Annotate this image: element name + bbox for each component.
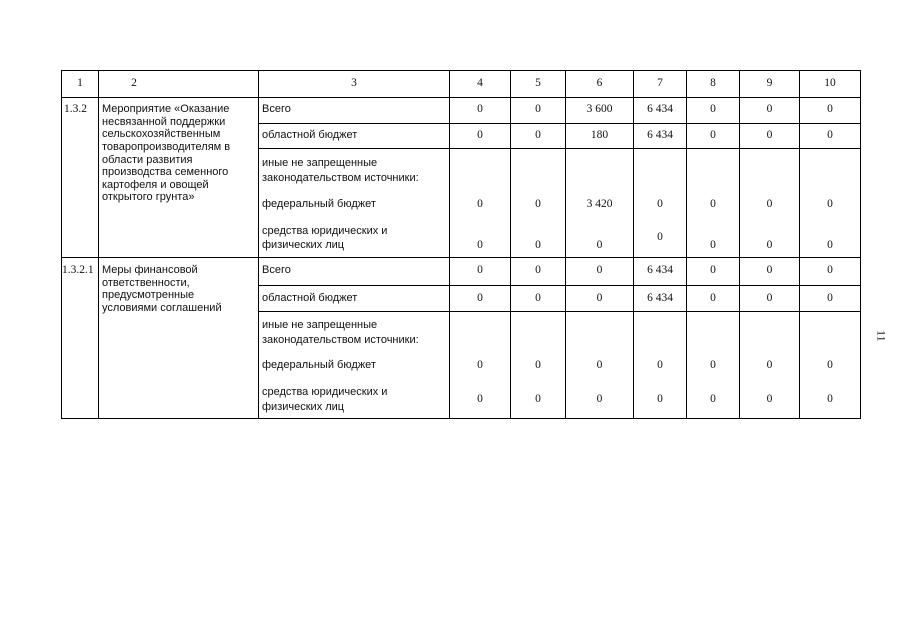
item2-total-c10: 0 [827,264,833,276]
header-col-5: 5 [535,77,541,89]
item2-regional-c6: 0 [596,292,603,304]
header-col-2: 2 [131,77,137,89]
item1-regional-c8: 0 [710,129,716,141]
item1-regional-c6: 180 [590,129,609,141]
item1-row-regional-label: областной бюджет [262,129,358,141]
item1-private-c10: 0 [827,239,833,251]
header-col-10: 10 [824,77,836,89]
item2-federal-c5: 0 [535,359,541,371]
item2-name: Меры финансовой ответственности, предусмотренные условиями соглашений [102,264,222,314]
item2-total-c4: 0 [477,264,483,276]
item1-total-c4: 0 [477,103,483,115]
header-col-9: 9 [766,77,773,89]
item1-private-c7: 0 [657,231,663,243]
item2-federal-c8: 0 [710,359,716,371]
item1-regional-c5: 0 [535,129,541,141]
item1-total-c6: 3 600 [586,103,613,115]
item2-row-federal-label: федеральный бюджет [262,359,376,371]
item2-regional-c7: 6 434 [647,292,673,304]
header-col-1: 1 [77,77,83,89]
item2-federal-c9: 0 [766,359,773,371]
item2-row-other-label-2: законодательством источники: [262,334,419,346]
item1-row-federal-label: федеральный бюджет [262,198,376,210]
item1-row-private-label-1: средства юридических и [262,225,388,237]
item2-private-c9: 0 [766,393,773,405]
item2-total-c8: 0 [710,264,716,276]
header-col-6: 6 [596,77,603,89]
item2-row-private-label-1: средства юридических и [262,386,388,398]
item2-row-private-label-2: физических лиц [262,401,345,413]
item2-row-regional-label: областной бюджет [262,292,358,304]
item2-private-c4: 0 [477,393,483,405]
header-col-3: 3 [351,77,357,89]
item2-regional-c8: 0 [710,292,716,304]
item1-federal-c10: 0 [827,198,833,210]
item2-regional-c5: 0 [535,292,541,304]
header-col-4: 4 [477,77,483,89]
item1-private-c4: 0 [477,239,483,251]
item1-total-c8: 0 [710,103,716,115]
item2-code: 1.3.2.1 [62,264,94,276]
item1-private-c6: 0 [596,239,603,251]
item1-total-c10: 0 [827,103,833,115]
item1-regional-c10: 0 [827,129,833,141]
item1-private-c9: 0 [766,239,773,251]
item1-total-c7: 6 434 [647,103,673,115]
item2-regional-c10: 0 [827,292,833,304]
item1-row-private-label-2: физических лиц [262,239,345,251]
item2-federal-c7: 0 [657,359,663,371]
item2-row-total-label: Всего [262,264,291,276]
item2-private-c6: 0 [596,393,603,405]
item1-private-c5: 0 [535,239,541,251]
item1-name: Мероприятие «Оказание несвязанной поддержки сельскохозяйственным товаропроизводителям в области развития производства семенного картофеля и овощей открытого грунта» [102,103,231,204]
item1-row-total-label: Всего [262,103,291,115]
item2-private-c5: 0 [535,393,541,405]
item1-code: 1.3.2 [64,103,87,115]
header-col-8: 8 [710,77,716,89]
item1-federal-c9: 0 [766,198,773,210]
item1-regional-c7: 6 434 [647,129,673,141]
item1-total-c9: 0 [766,103,773,115]
item2-total-c6: 0 [596,264,603,276]
item1-federal-c7: 0 [657,198,663,210]
item1-regional-c9: 0 [766,129,773,141]
item1-private-c8: 0 [710,239,716,251]
item2-private-c8: 0 [710,393,716,405]
item2-row-other-label-1: иные не запрещенные [262,319,378,331]
header-col-7: 7 [657,77,663,89]
item1-row-other-label-2: законодательством источники: [262,172,419,184]
item2-federal-c4: 0 [477,359,483,371]
item1-federal-c6: 3 420 [586,198,613,210]
item2-private-c7: 0 [657,393,663,405]
item2-total-c7: 6 434 [647,264,673,276]
item1-federal-c4: 0 [477,198,483,210]
item2-regional-c4: 0 [477,292,483,304]
item2-regional-c9: 0 [766,292,773,304]
item2-total-c9: 0 [766,264,773,276]
item1-total-c5: 0 [535,103,541,115]
item2-private-c10: 0 [827,393,833,405]
item1-row-other-label-1: иные не запрещенные [262,157,378,169]
page-number: 11 [874,330,889,342]
item1-federal-c8: 0 [710,198,716,210]
item1-regional-c4: 0 [477,129,483,141]
item2-total-c5: 0 [535,264,541,276]
item2-federal-c6: 0 [596,359,603,371]
item1-federal-c5: 0 [535,198,541,210]
item2-federal-c10: 0 [827,359,833,371]
